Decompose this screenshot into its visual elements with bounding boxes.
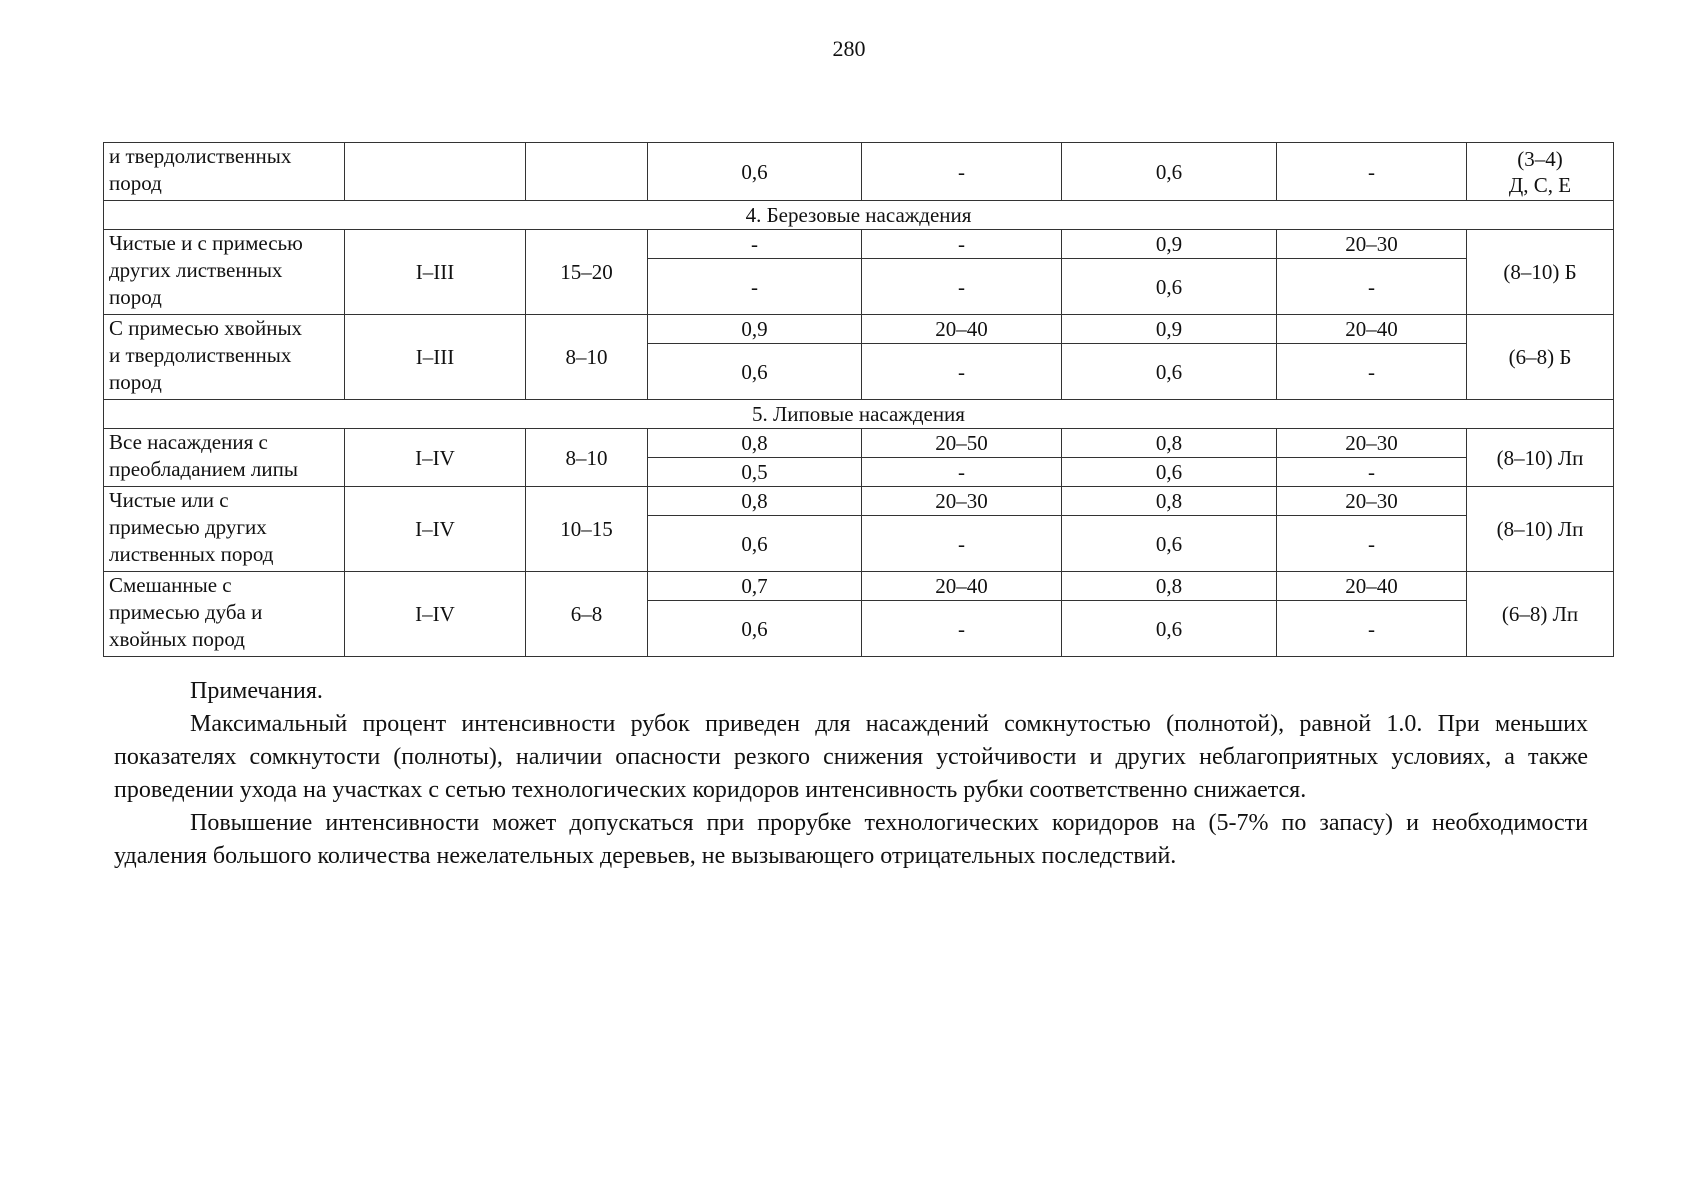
composition-cell: (8–10) Лп (1467, 429, 1614, 487)
age-class-cell: I–IV (345, 429, 526, 487)
notes-paragraph: Максимальный процент интенсивности рубок приведен для насаждений сомкнутостью (полнотой), равной 1.0. При меньших показателях сомкнутости (полноты), наличии опасности резкого снижения устойчивости и других неблагоприятных условиях, а также проведении ухода на участках с сетью технологических коридоров интенсивность рубки соответственно снижается. (114, 711, 1588, 803)
notes-heading: Примечания. (190, 678, 323, 704)
value-cell: 20–30 (1277, 429, 1467, 458)
value-cell: 20–30 (1277, 487, 1467, 516)
composition-cell: (6–8) Б (1467, 315, 1614, 400)
value-cell: 20–40 (862, 315, 1062, 344)
value-cell: - (1277, 143, 1467, 201)
age-class-cell: I–III (345, 315, 526, 400)
species-cell: Чистые или с примесью других лиственных пород (104, 487, 345, 572)
section-title-linden: 5. Липовые насаждения (104, 400, 1614, 429)
value-cell: 0,8 (1062, 572, 1277, 601)
age-cell: 10–15 (526, 487, 648, 572)
value-cell: 0,9 (1062, 315, 1277, 344)
value-cell: - (1277, 458, 1467, 487)
value-cell: - (1277, 344, 1467, 400)
species-cell: Все насаждения с преобладанием липы (104, 429, 345, 487)
composition-cell: (8–10) Лп (1467, 487, 1614, 572)
species-cell: Чистые и с примесью других лиственных пород (104, 230, 345, 315)
value-cell: 0,6 (648, 143, 862, 201)
value-cell: 0,8 (648, 487, 862, 516)
age-class-cell: I–IV (345, 572, 526, 657)
age-cell: 15–20 (526, 230, 648, 315)
age-cell: 8–10 (526, 315, 648, 400)
value-cell: 0,9 (1062, 230, 1277, 259)
page-number: 280 (832, 36, 866, 61)
value-cell: 0,8 (1062, 429, 1277, 458)
empty-cell (345, 143, 526, 201)
value-cell: 0,8 (1062, 487, 1277, 516)
thinning-intensity-table (103, 142, 1614, 657)
value-cell: 0,9 (648, 315, 862, 344)
value-cell: 0,6 (648, 601, 862, 657)
species-cell: Смешанные с примесью дуба и хвойных пород (104, 572, 345, 657)
table-row (104, 230, 1614, 259)
value-cell: - (648, 230, 862, 259)
notes-section (114, 675, 1588, 873)
value-cell: - (1277, 259, 1467, 315)
value-cell: - (862, 344, 1062, 400)
value-cell: 0,6 (1062, 344, 1277, 400)
value-cell: 20–50 (862, 429, 1062, 458)
table-row-top (104, 143, 1614, 201)
species-cell: и твердолиственных пород (104, 143, 345, 201)
value-cell: 0,6 (648, 516, 862, 572)
value-cell: - (1277, 601, 1467, 657)
empty-cell (526, 143, 648, 201)
value-cell: 20–40 (1277, 572, 1467, 601)
value-cell: 0,8 (648, 429, 862, 458)
value-cell: 0,6 (1062, 601, 1277, 657)
value-cell: 0,7 (648, 572, 862, 601)
value-cell: - (862, 601, 1062, 657)
composition-cell: (3–4) Д, С, Е (1467, 143, 1614, 201)
value-cell: - (862, 230, 1062, 259)
age-cell: 6–8 (526, 572, 648, 657)
age-class-cell: I–III (345, 230, 526, 315)
table-row (104, 429, 1614, 458)
value-cell: - (862, 259, 1062, 315)
species-cell: С примесью хвойных и твердолиственных пород (104, 315, 345, 400)
value-cell: 20–40 (1277, 315, 1467, 344)
value-cell: 0,6 (1062, 516, 1277, 572)
section-header-row (104, 201, 1614, 230)
age-cell: 8–10 (526, 429, 648, 487)
value-cell: 0,6 (648, 344, 862, 400)
value-cell: 20–30 (1277, 230, 1467, 259)
value-cell: 0,6 (1062, 458, 1277, 487)
value-cell: 20–40 (862, 572, 1062, 601)
notes-paragraph: Повышение интенсивности может допускаться при прорубке технологических коридоров на (5-7% по запасу) и необходимости удаления большого количества нежелательных деревьев, не вызывающего отрицательных последствий. (114, 810, 1588, 869)
value-cell: 0,6 (1062, 143, 1277, 201)
composition-cell: (6–8) Лп (1467, 572, 1614, 657)
value-cell: 0,6 (1062, 259, 1277, 315)
value-cell: 0,5 (648, 458, 862, 487)
value-cell: - (862, 143, 1062, 201)
table-row (104, 487, 1614, 516)
section-title-birch: 4. Березовые насаждения (104, 201, 1614, 230)
composition-cell: (8–10) Б (1467, 230, 1614, 315)
value-cell: - (1277, 516, 1467, 572)
value-cell: 20–30 (862, 487, 1062, 516)
age-class-cell: I–IV (345, 487, 526, 572)
section-header-row (104, 400, 1614, 429)
table-row (104, 572, 1614, 601)
value-cell: - (862, 458, 1062, 487)
table-row (104, 315, 1614, 344)
value-cell: - (648, 259, 862, 315)
value-cell: - (862, 516, 1062, 572)
